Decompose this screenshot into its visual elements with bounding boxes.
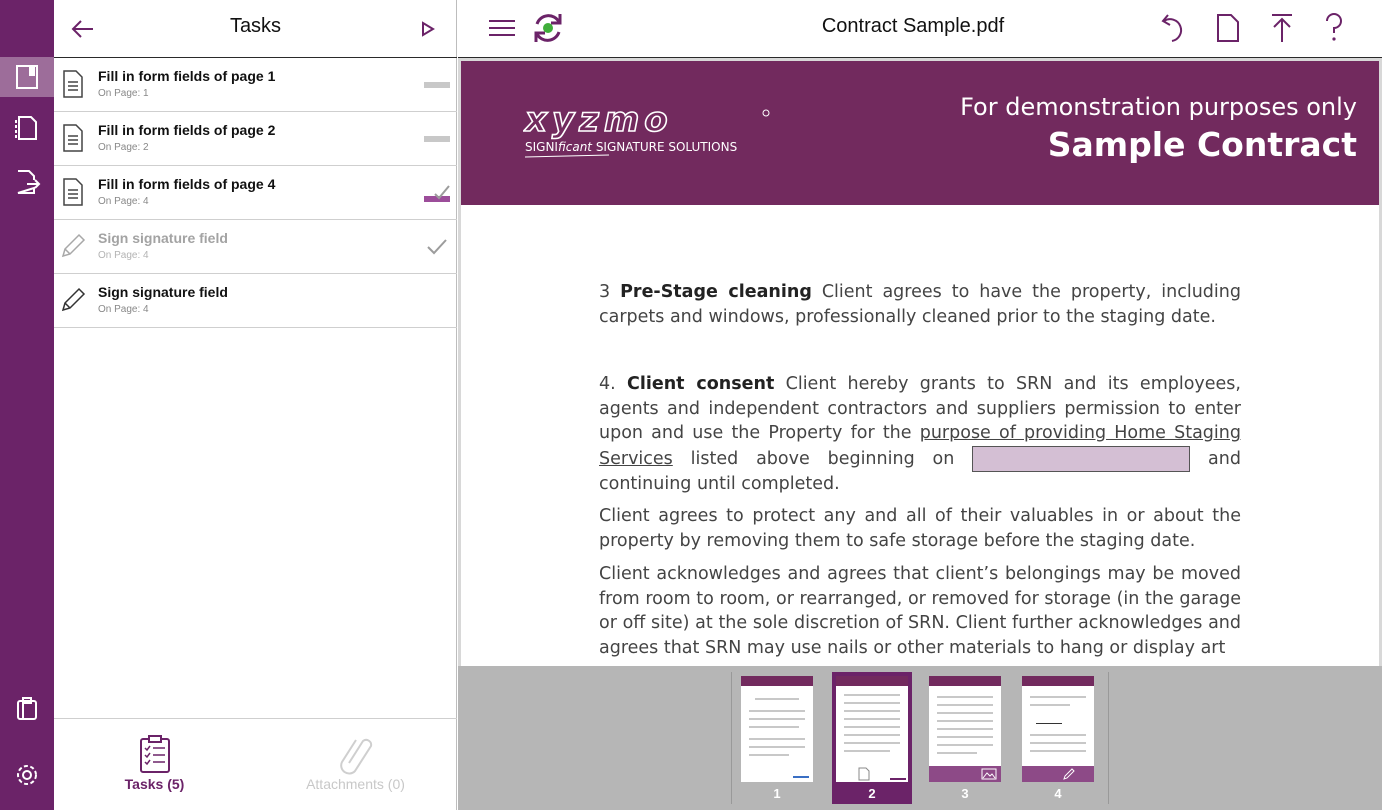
page-thumbnail[interactable] [925,672,1005,804]
thumbnail-preview [1022,676,1094,782]
document-bookmark-icon [13,63,41,91]
task-page: On Page: 2 [98,142,149,153]
upload-icon [1270,13,1294,43]
section-text: Client hereby grants to SRN and its employees, agents and independent contractors and suppliers permission to enter upon and use the Property for the [599,374,1241,443]
clipboard-button[interactable] [0,688,54,728]
thumbnail-number: 2 [868,786,876,801]
task-item[interactable] [54,220,457,274]
task-name: Sign signature field [98,284,228,300]
tasks-title: Tasks [229,15,282,37]
document-dashed-icon [13,114,41,142]
help-button[interactable] [1314,8,1354,48]
thumbnail-number: 1 [773,786,781,801]
task-page: On Page: 1 [98,88,149,99]
svg-text:SIGNIficant SIGNATURE SOLUTION: SIGNIficant SIGNATURE SOLUTIONS [525,140,738,154]
page-thumbnail[interactable] [737,672,817,804]
image-icon [981,768,997,780]
check-icon [423,236,451,258]
tasks-tab-label: Tasks (5) [124,776,185,792]
tasks-header [54,0,457,58]
tasks-footer [54,718,457,810]
pages-button[interactable] [0,108,54,148]
sync-button[interactable] [528,8,568,48]
paperclip-icon [336,733,376,775]
task-page: On Page: 4 [98,250,149,261]
section-title: Client consent [627,374,775,394]
paragraph-valuables: Client agrees to protect any and all of their valuables in or about the property by removing them to safe storage before the staging date. [599,506,1241,551]
document-title: Contract Sample.pdf [821,15,1005,37]
document-header [458,0,1382,58]
attachments-tab[interactable] [255,719,456,810]
export-button[interactable] [0,162,54,202]
upload-button[interactable] [1262,8,1302,48]
clipboard-icon [13,694,41,722]
play-icon [421,21,435,37]
help-icon [1324,13,1344,43]
page-thumbnail[interactable] [1018,672,1098,804]
start-tasks-button[interactable] [413,14,443,44]
clipboard-checklist-icon [135,733,175,775]
pencil-icon [1062,767,1076,781]
attachments-tab-label: Attachments (0) [306,776,405,792]
section-title: Pre-Stage cleaning [620,282,812,302]
pencil-icon [60,284,86,316]
task-page: On Page: 4 [98,196,149,207]
document-icon [60,122,86,154]
task-name: Fill in form fields of page 2 [98,122,276,138]
document-icon [857,767,871,781]
pencil-icon [60,230,86,262]
page-icon [1216,13,1240,43]
document-view-button[interactable] [0,57,54,97]
date-form-field[interactable] [972,446,1190,472]
gear-icon [13,761,41,789]
svg-text:xyzmo: xyzmo [525,101,673,140]
contract-heading: Sample Contract [1047,125,1357,164]
partial-check-icon [423,182,451,204]
section-3 [599,280,1241,329]
document-banner [461,61,1379,205]
pending-status-icon [423,74,451,96]
sync-icon [530,10,566,46]
tasks-tab[interactable] [54,719,255,810]
tasks-panel [54,0,457,810]
document-export-icon [13,168,41,196]
hamburger-icon [488,18,516,38]
thumbnail-strip [458,666,1382,810]
thumbnail-number: 4 [1054,786,1062,801]
section-text: Client agrees to have the property, including carpets and windows, professionally cleaned prior to the staging date. [599,282,1241,327]
task-name: Fill in form fields of page 1 [98,68,276,84]
thumbnail-preview [929,676,1001,782]
pdf-page-view[interactable] [461,61,1379,666]
underlined-text: purpose of providing Home Staging Services [599,423,1241,469]
page-thumbnail-active[interactable] [832,672,912,804]
task-item[interactable] [54,58,457,112]
section-number: 4. [599,374,616,394]
section-text: listed above beginning on [690,448,955,469]
section-number: 3 [599,282,611,302]
paragraph-belongings: Client acknowledges and agrees that client’s belongings may be moved from room to room, or rearranged, or removed for storage (in the garage or off site) at the sole discretion of SRN. Client further acknowledges and agrees that SRN may use nails or other materials to hang or display art [599,564,1241,658]
task-item[interactable] [54,274,457,328]
thumbnail-number: 3 [961,786,969,801]
left-rail [0,0,54,810]
xyzmo-logo [523,101,783,171]
task-name: Sign signature field [98,230,228,246]
undo-icon [1160,13,1188,43]
task-name: Fill in form fields of page 4 [98,176,276,192]
menu-button[interactable] [482,8,522,48]
section-text: and continuing until completed. [599,448,1241,494]
section-4 [599,372,1241,496]
document-icon [60,68,86,100]
thumbnail-preview [741,676,813,782]
thumbnail-track [731,672,1109,804]
task-item[interactable] [54,166,457,220]
document-button[interactable] [1208,8,1248,48]
demo-notice: For demonstration purposes only [960,93,1357,121]
pending-status-icon [423,128,451,150]
document-icon [60,176,86,208]
undo-button[interactable] [1154,8,1194,48]
thumbnail-preview [836,676,908,782]
settings-button[interactable] [0,755,54,795]
task-item[interactable] [54,112,457,166]
document-area [458,0,1382,810]
task-list [54,58,457,328]
task-page: On Page: 4 [98,304,149,315]
